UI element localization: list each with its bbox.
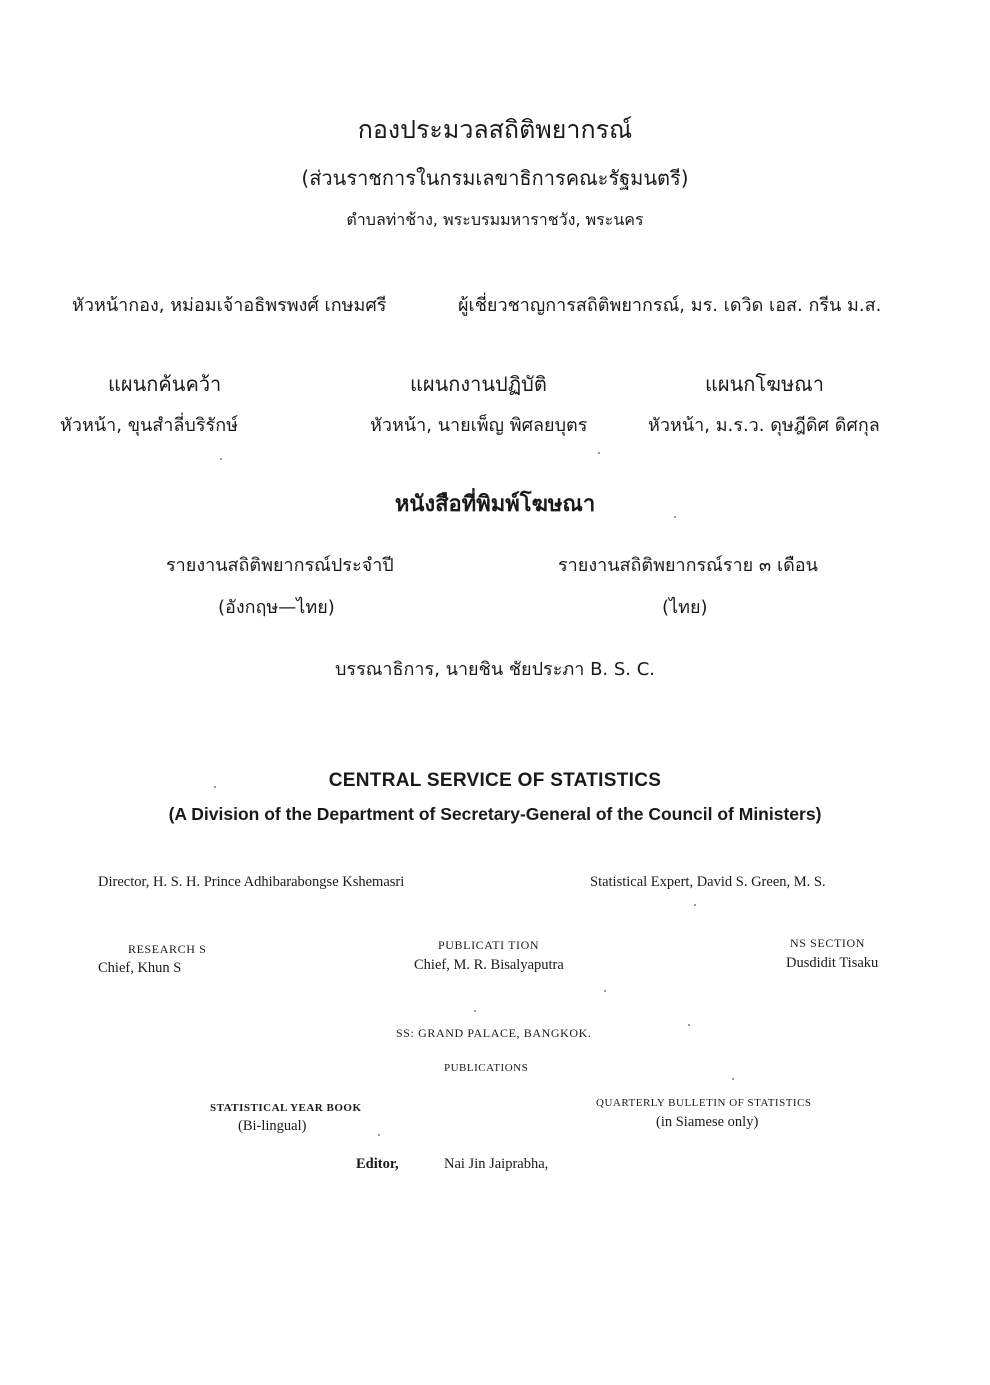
english-section-third: NS SECTION xyxy=(790,936,866,950)
english-section-research-chief: Chief, Khun S xyxy=(98,960,182,976)
thai-section-research-chief: หัวหน้า, ขุนสำลี่บริรักษ์ xyxy=(60,415,238,436)
english-publication-yearbook-lang: (Bi-lingual) xyxy=(238,1118,307,1134)
scan-speck xyxy=(214,786,216,788)
thai-director: หัวหน้ากอง, หม่อมเจ้าอธิพรพงศ์ เกษมศรี xyxy=(72,295,387,316)
english-section-research: RESEARCH S xyxy=(128,942,207,956)
english-section-publication: PUBLICATI TION xyxy=(438,938,540,952)
english-title: CENTRAL SERVICE OF STATISTICS xyxy=(328,770,662,791)
thai-editor: บรรณาธิการ, นายชิน ชัยประภา B. S. C. xyxy=(334,659,656,680)
thai-publications-heading: หนังสือที่พิมพ์โฆษณา xyxy=(394,492,596,517)
thai-publication-annual: รายงานสถิติพยากรณ์ประจำปี xyxy=(166,555,394,576)
english-publication-bulletin: QUARTERLY BULLETIN OF STATISTICS xyxy=(596,1097,812,1109)
scan-speck xyxy=(604,990,606,992)
thai-subtitle: (ส่วนราชการในกรมเลขาธิการคณะรัฐมนตรี) xyxy=(301,166,689,190)
thai-section-operations: แผนกงานปฏิบัติ xyxy=(410,372,547,396)
thai-title: กองประมวลสถิติพยากรณ์ xyxy=(357,115,633,144)
english-editor-name: Nai Jin Jaiprabha, xyxy=(444,1156,549,1172)
english-publications-heading: PUBLICATIONS xyxy=(444,1062,529,1074)
english-publication-yearbook: STATISTICAL YEAR BOOK xyxy=(210,1102,362,1114)
scan-speck xyxy=(378,1134,380,1136)
scan-speck xyxy=(694,904,696,906)
thai-section-publicity: แผนกโฆษณา xyxy=(705,372,824,396)
english-subtitle: (A Division of the Department of Secretary-General of the Council of Ministers) xyxy=(168,804,822,824)
scan-speck xyxy=(474,1010,476,1012)
english-editor-label: Editor, xyxy=(356,1156,399,1172)
thai-publication-quarterly: รายงานสถิติพยากรณ์ราย ๓ เดือน xyxy=(558,555,818,576)
english-expert: Statistical Expert, David S. Green, M. S. xyxy=(590,874,826,890)
scan-speck xyxy=(732,1078,734,1080)
english-address: SS: GRAND PALACE, BANGKOK. xyxy=(396,1026,592,1040)
thai-publication-annual-lang: (อังกฤษ—ไทย) xyxy=(218,597,335,618)
english-director: Director, H. S. H. Prince Adhibarabongse Kshemasri xyxy=(98,874,405,890)
scan-speck xyxy=(598,452,600,454)
thai-expert: ผู้เชี่ยวชาญการสถิติพยากรณ์, มร. เดวิด เอส. กรีน ม.ส. xyxy=(458,295,882,316)
scan-speck xyxy=(674,516,676,518)
english-publication-bulletin-lang: (in Siamese only) xyxy=(656,1114,759,1130)
thai-section-publicity-chief: หัวหน้า, ม.ร.ว. ดุษฎีดิศ ดิศกุล xyxy=(648,415,880,436)
thai-address: ตำบลท่าช้าง, พระบรมมหาราชวัง, พระนคร xyxy=(346,210,644,229)
thai-publication-quarterly-lang: (ไทย) xyxy=(662,597,708,618)
scan-speck xyxy=(688,1024,690,1026)
scan-speck xyxy=(220,458,222,460)
thai-section-operations-chief: หัวหน้า, นายเพ็ญ พิศลยบุตร xyxy=(370,415,588,436)
english-section-third-chief: Dusdidit Tisaku xyxy=(786,955,879,971)
thai-section-research: แผนกค้นคว้า xyxy=(108,372,222,396)
english-section-publication-chief: Chief, M. R. Bisalyaputra xyxy=(414,957,564,973)
